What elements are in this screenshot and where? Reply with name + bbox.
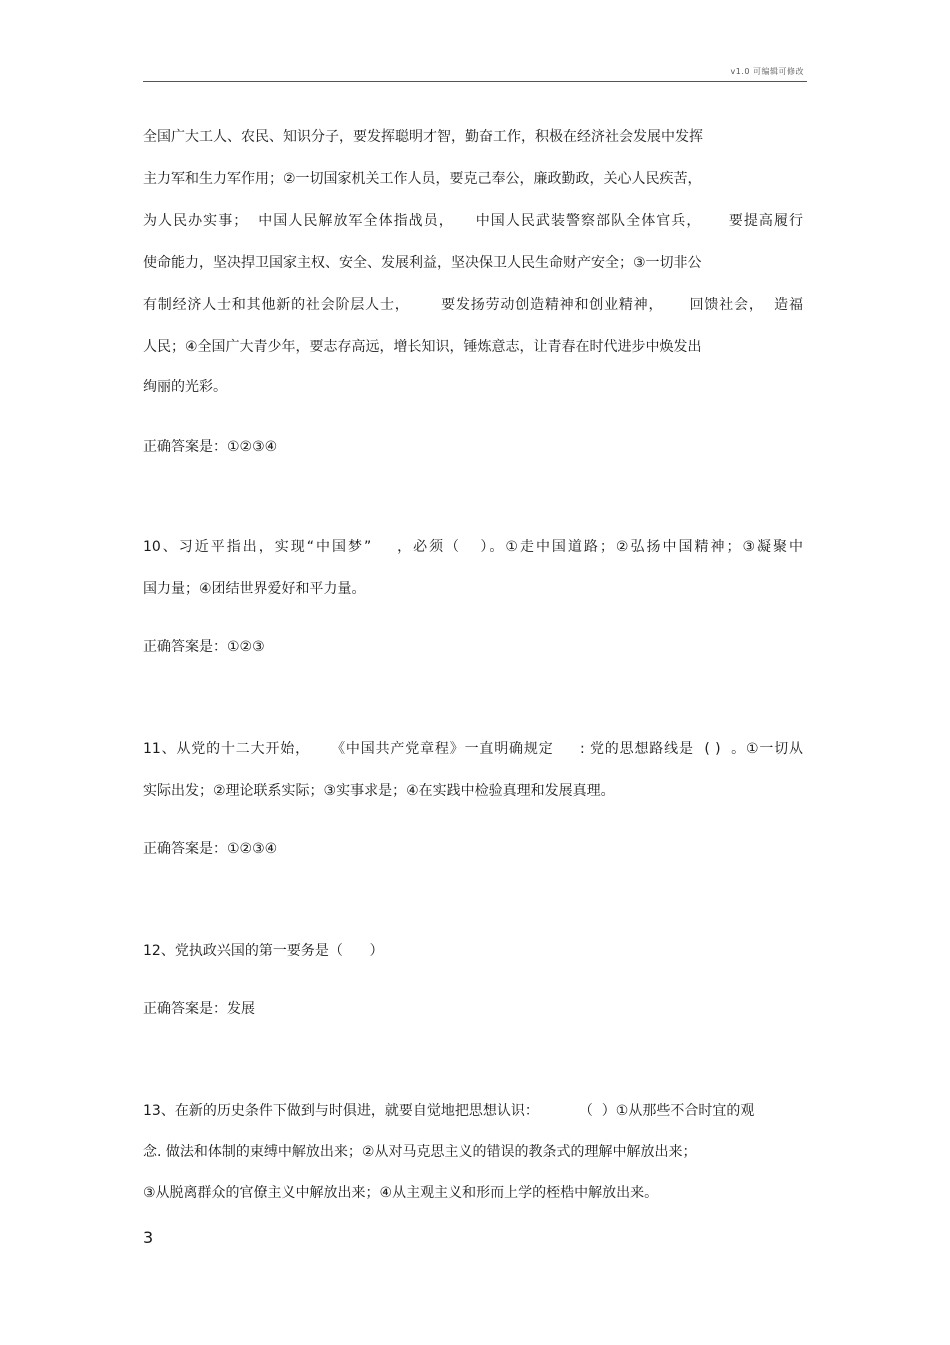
answer-12: 正确答案是：发展 [143,1001,255,1017]
body-text-line: 使命能力，坚决捍卫国家主权、安全、发展利益，坚决保卫人民生命财产安全；③一切非公 [143,255,702,271]
body-text-line: 有制经济人士和其他新的社会阶层人士， 要发扬劳动创造精神和创业精神， 回馈社会， 造福 [143,297,803,313]
answer-11: 正确答案是：①②③④ [143,841,278,857]
answer-10: 正确答案是：①②③ [143,639,265,655]
question-12: 12、党执政兴国的第一要务是（ ） [143,943,384,959]
page-number: 3 [143,1228,154,1247]
question-13-line-3: ③从脱离群众的官僚主义中解放出来；④从主观主义和形而上学的桎梏中解放出来。 [143,1185,659,1201]
question-11-line-1: 11、从党的十二大开始， 《中国共产党章程》一直明确规定 : 党的思想路线是 ( ) 。①一切从 [143,741,803,757]
question-13-line-1: 13、在新的历史条件下做到与时俱进，就要自觉地把思想认识： （ ）①从那些不合时宜的观 [143,1103,755,1119]
body-text-line: 人民；④全国广大青少年，要志存高远，增长知识，锤炼意志，让青春在时代进步中焕发出 [143,339,702,355]
question-13-line-2: 念. 做法和体制的束缚中解放出来；②从对马克思主义的错误的教条式的理解中解放出来； [143,1144,697,1160]
body-text-line: 全国广大工人、农民、知识分子，要发挥聪明才智，勤奋工作，积极在经济社会发展中发挥 [143,129,703,145]
question-10-line-2: 国力量；④团结世界爱好和平力量。 [143,581,366,597]
question-10-line-1: 10、习近平指出，实现“中国梦” ，必须（ ）。①走中国道路；②弘扬中国精神；③凝聚中 [143,539,803,555]
body-text-line: 为人民办实事； 中国人民解放军全体指战员， 中国人民武装警察部队全体官兵， 要提高履行 [143,213,803,229]
answer-9: 正确答案是：①②③④ [143,439,278,455]
header-version-tag: v1.0 可编辑可修改 [730,67,804,76]
body-text-line: 主力军和生力军作用；②一切国家机关工作人员，要克己奉公，廉政勤政，关心人民疾苦， [143,171,702,187]
body-text-line: 绚丽的光彩。 [143,379,227,395]
header-divider [143,81,807,82]
question-11-line-2: 实际出发；②理论联系实际；③实事求是；④在实践中检验真理和发展真理。 [143,783,615,799]
